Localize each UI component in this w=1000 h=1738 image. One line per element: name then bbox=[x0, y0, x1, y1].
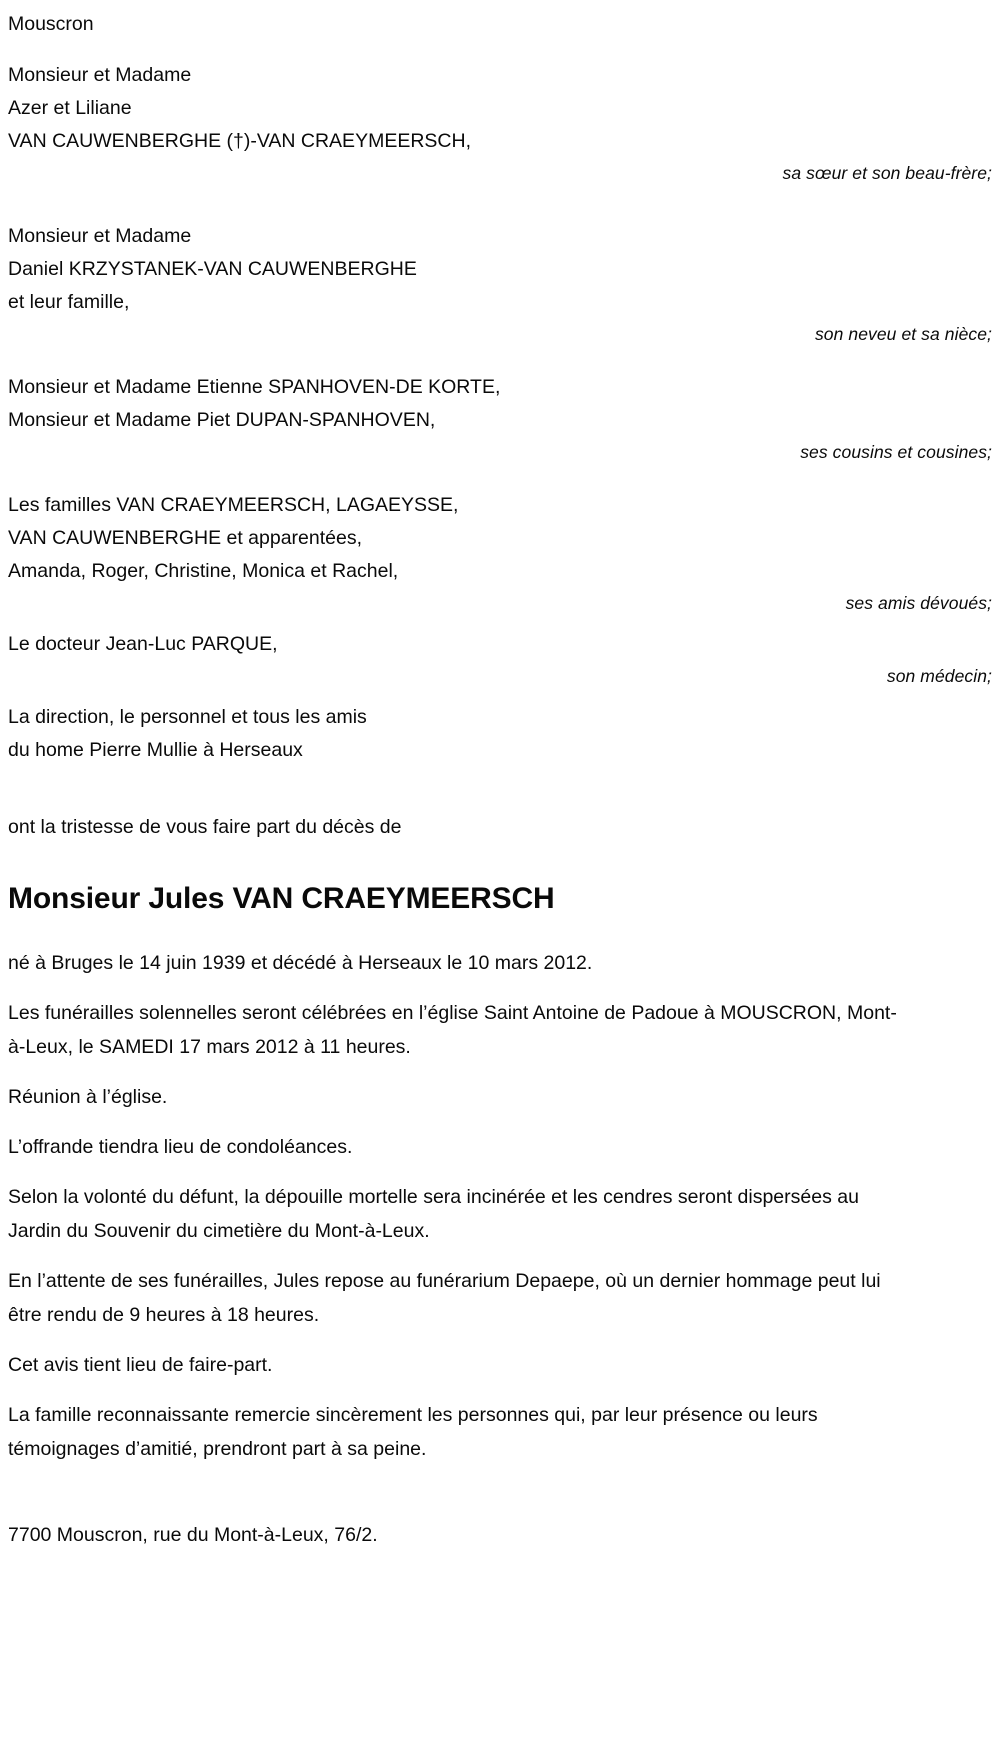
announcement-name-line: Les familles VAN CRAEYMEERSCH, LAGAEYSSE, bbox=[8, 494, 459, 516]
detail-paragraph: Cet avis tient lieu de faire-part. bbox=[8, 1354, 273, 1376]
announcement-name-line: VAN CAUWENBERGHE (†)-VAN CRAEYMEERSCH, bbox=[8, 130, 472, 152]
deceased-name-heading: Monsieur Jules VAN CRAEYMEERSCH bbox=[8, 882, 555, 915]
birth-death-line: né à Bruges le 14 juin 1939 et décédé à Herseaux le 10 mars 2012. bbox=[8, 952, 593, 974]
announcement-group bbox=[8, 371, 992, 467]
announcement-group bbox=[8, 59, 992, 188]
detail-paragraph: L’offrande tiendra lieu de condoléances. bbox=[8, 1136, 353, 1158]
announcement-group bbox=[8, 220, 992, 349]
announcement-relation: ses amis dévoués; bbox=[845, 593, 992, 613]
announcement-name-line: Le docteur Jean-Luc PARQUE, bbox=[8, 633, 278, 655]
announcement-group bbox=[8, 701, 992, 767]
detail-paragraph: Selon la volonté du défunt, la dépouille mortelle sera incinérée et les cendres seront dispersées au Jardin du Souvenir du cimetière du Mont-à-Leux. bbox=[8, 1186, 859, 1242]
announcement-group bbox=[8, 628, 992, 691]
detail-paragraph: Réunion à l’église. bbox=[8, 1086, 168, 1108]
announcement-name-line: du home Pierre Mullie à Herseaux bbox=[8, 739, 303, 761]
spacer bbox=[8, 620, 992, 628]
announcement-name-line: Monsieur et Madame bbox=[8, 225, 192, 247]
announcement-name-line: Azer et Liliane bbox=[8, 97, 132, 119]
announcement-name-line: Monsieur et Madame Piet DUPAN-SPANHOVEN, bbox=[8, 409, 436, 431]
contact-address: 7700 Mouscron, rue du Mont-à-Leux, 76/2. bbox=[8, 1524, 378, 1546]
announcement-group bbox=[8, 489, 992, 618]
spacer bbox=[8, 473, 992, 489]
announcement-relation: ses cousins et cousines; bbox=[800, 442, 992, 462]
detail-paragraph: En l’attente de ses funérailles, Jules repose au funérarium Depaepe, où un dernier hommage peut lui être rendu de 9 heures à 18 heures. bbox=[8, 1270, 881, 1326]
body-text bbox=[8, 946, 992, 1466]
announcement-name-line: Monsieur et Madame Etienne SPANHOVEN-DE KORTE, bbox=[8, 376, 501, 398]
announcement-relation: son neveu et sa nièce; bbox=[814, 324, 992, 344]
detail-paragraph: Les funérailles solennelles seront célébrées en l’église Saint Antoine de Padoue à MOUSCRON, Mont-à-Leux, le SAMEDI 17 mars 2012 à 11 heures. bbox=[8, 1002, 897, 1058]
announcement-name-line: Monsieur et Madame bbox=[8, 64, 192, 86]
detail-paragraph: La famille reconnaissante remercie sincèrement les personnes qui, par leur présence ou leurs témoignages d’amitié, prendront part à sa peine. bbox=[8, 1404, 818, 1460]
announcement-name-line: La direction, le personnel et tous les amis bbox=[8, 706, 367, 728]
spacer bbox=[8, 693, 992, 701]
lead-in-text: ont la tristesse de vous faire part du décès de bbox=[8, 816, 402, 838]
announcement-groups bbox=[8, 59, 992, 767]
announcement-relation: sa sœur et son beau-frère; bbox=[782, 163, 992, 183]
spacer bbox=[8, 194, 992, 220]
locality-header: Mouscron bbox=[8, 13, 94, 35]
spacer bbox=[8, 355, 992, 371]
announcement-relation: son médecin; bbox=[886, 666, 992, 686]
announcement-name-line: Amanda, Roger, Christine, Monica et Rachel, bbox=[8, 560, 399, 582]
announcement-name-line: VAN CAUWENBERGHE et apparentées, bbox=[8, 527, 363, 549]
announcement-name-line: Daniel KRZYSTANEK-VAN CAUWENBERGHE bbox=[8, 258, 417, 280]
announcement-name-line: et leur famille, bbox=[8, 291, 130, 313]
